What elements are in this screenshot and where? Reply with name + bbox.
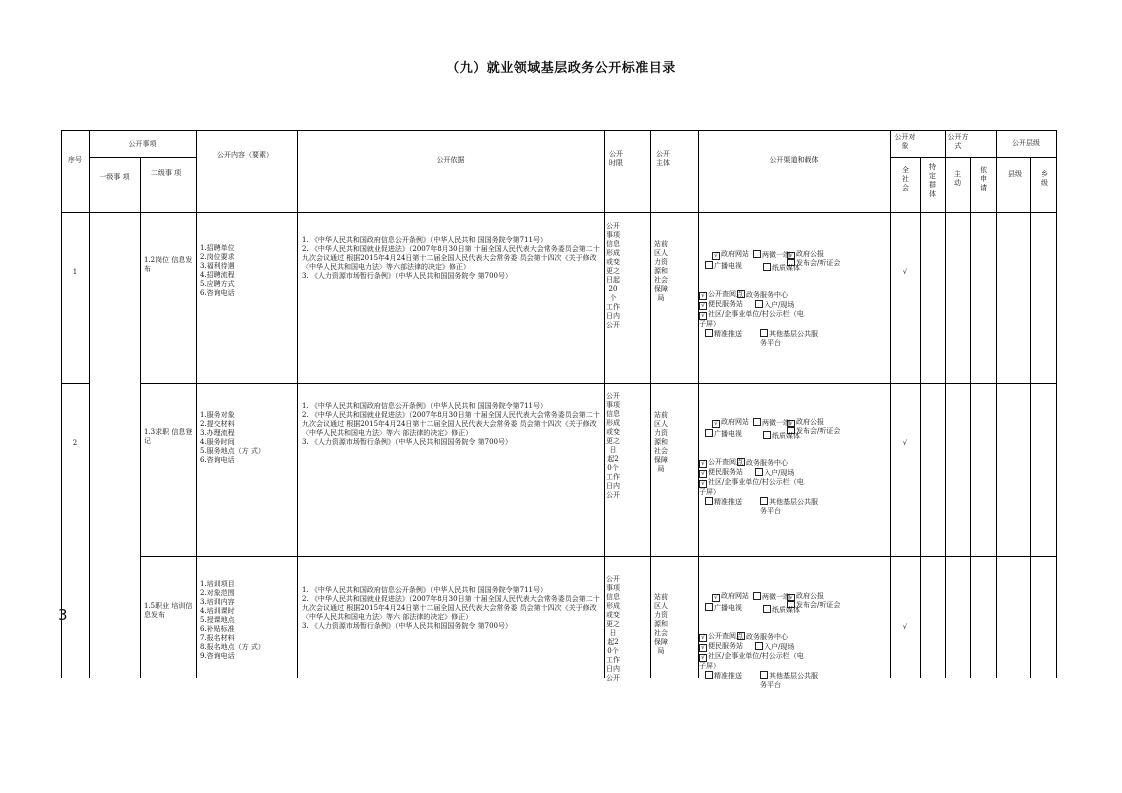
content-item: 4.培训课时 xyxy=(200,607,235,615)
channel-option-service-center xyxy=(737,458,788,468)
header-matter: 公开事项 xyxy=(128,140,157,148)
channel-option-label: 纸质媒体 xyxy=(772,432,800,440)
checkbox-icon: √ xyxy=(787,252,795,260)
channel-option-label: 社区/企事业单位/村公示栏（电子屏） xyxy=(699,310,804,328)
checkbox-icon: √ xyxy=(712,252,720,260)
channel-option-label: 入户/现场 xyxy=(764,643,795,651)
channel-option-broadcast xyxy=(705,603,742,613)
content-item: 4.招聘流程 xyxy=(200,271,235,279)
channel-option-label: 政府公报 xyxy=(796,418,824,426)
channel-option-label: 纸质媒体 xyxy=(772,264,800,272)
checkbox-icon xyxy=(760,671,768,679)
header-target-all: 全社会 xyxy=(902,166,909,192)
row-subject: 站前区人力资源和社会保障局 xyxy=(654,593,668,655)
header-target: 公开对象 xyxy=(894,133,916,150)
content-item: 4.服务时间 xyxy=(200,438,235,446)
content-item: 7.报名材料 xyxy=(200,634,235,642)
content-item: 3.培训内容 xyxy=(200,598,235,606)
channel-option-community xyxy=(699,478,809,497)
checkbox-icon xyxy=(763,431,771,439)
row-time: 公开事项信息形成或变更之日 起20个 工作日内公开 xyxy=(606,575,620,682)
channel-option-label: 精准推送 xyxy=(714,498,742,506)
channel-option-label: 便民服务站 xyxy=(708,642,743,650)
checkbox-icon xyxy=(755,642,763,650)
channel-option-label: 便民服务站 xyxy=(708,468,743,476)
header-level1: 一级事 项 xyxy=(99,173,130,181)
basis-item: 3. 《人力资源市场暂行条例》（中华人民共和国国务院令 第700号） xyxy=(302,272,512,280)
checkbox-icon xyxy=(705,497,713,505)
channel-option-door xyxy=(755,642,794,652)
channel-option-service-center xyxy=(737,290,788,300)
content-item: 1.培训项目 xyxy=(200,580,235,588)
basis-item: 3. 《人力资源市场暂行条例》（中华人民共和国国务院令 第700号） xyxy=(302,622,512,630)
checkbox-icon xyxy=(755,468,763,476)
row-seq: 2 xyxy=(72,439,78,447)
channel-option-label: 政府网站 xyxy=(721,250,749,258)
row-content xyxy=(200,244,235,298)
channel-option-label: 政务服务中心 xyxy=(746,633,788,641)
checkbox-icon xyxy=(705,603,713,611)
channel-option-service-station xyxy=(699,642,743,652)
checkbox-icon xyxy=(705,329,713,337)
checkbox-icon xyxy=(760,497,768,505)
content-item: 8.报名地点（方 式） xyxy=(200,643,265,651)
channel-option-label: 发布会/听证会 xyxy=(796,601,841,609)
channel-block xyxy=(699,418,888,518)
channel-option-service-station xyxy=(699,300,743,310)
basis-item: 3. 《人力资源市场暂行条例》（中华人民共和国国务院令 第700号） xyxy=(302,438,512,446)
channel-option-paper xyxy=(763,263,800,273)
channel-option-label: 入户/现场 xyxy=(764,469,795,477)
row-time: 公开事项信息形成或变更之日 起20个 工作日内公开 xyxy=(606,392,620,499)
channel-option-gov-site xyxy=(712,592,749,602)
basis-item: 1. 《中华人民共和国政府信息公开条例》（中华人民共和 国国务院令第711号） xyxy=(302,402,547,410)
row-subject: 站前区人力资源和社会保障局 xyxy=(654,411,668,473)
channel-option-community xyxy=(699,310,809,329)
row-content xyxy=(200,411,265,465)
header-seq: 序号 xyxy=(68,156,82,164)
check-all: √ xyxy=(902,268,908,276)
header-mode-active: 主动 xyxy=(954,170,961,187)
row-level2: 1.5职业 培训信 息发布 xyxy=(144,602,193,619)
header-level-town: 乡级 xyxy=(1041,170,1048,187)
channel-option-service-station xyxy=(699,468,743,478)
channel-option-label: 广播电视 xyxy=(714,604,742,612)
row-level2: 1.2岗位 信息发 布 xyxy=(144,256,193,273)
basis-item: 2. 《中华人民共和国就业促进法》（2007年8月30日第 十届全国人民代表大会常务委员会第二十九次会议通过 根据2015年4月24日第十二届全国人民代表大会常务委 员会第十四次《关于修改〈中华人民共和国电力法〉等六 部法律的决定》修正） xyxy=(302,411,600,437)
header-mode-apply: 依申请 xyxy=(980,166,987,192)
checkbox-icon xyxy=(753,418,761,426)
channel-option-two-micro xyxy=(753,250,790,260)
check-all: √ xyxy=(902,439,908,447)
channel-option-two-micro xyxy=(753,592,790,602)
content-item: 5.服务地点（方 式） xyxy=(200,447,265,455)
checkbox-icon xyxy=(763,263,771,271)
checkbox-icon: √ xyxy=(699,654,707,662)
header-basis: 公开依据 xyxy=(436,156,465,164)
channel-option-other-platform xyxy=(760,671,820,690)
row-basis xyxy=(302,236,600,281)
checkbox-icon: √ xyxy=(787,594,795,602)
page-title: （九）就业领域基层政务公开标准目录 xyxy=(446,61,676,76)
content-item: 5.授课地点 xyxy=(200,616,235,624)
channel-option-broadcast xyxy=(705,429,742,439)
channel-option-label: 入户/现场 xyxy=(764,301,795,309)
channel-option-other-platform xyxy=(760,497,820,516)
channel-option-two-micro xyxy=(753,418,790,428)
channel-option-label: 公开查阅点 xyxy=(708,290,743,298)
channel-option-paper xyxy=(763,431,800,441)
checkbox-icon: √ xyxy=(699,460,707,468)
channel-option-broadcast xyxy=(705,261,742,271)
row-basis xyxy=(302,402,600,447)
checkbox-icon: √ xyxy=(699,302,707,310)
content-item: 1.招聘单位 xyxy=(200,244,235,252)
channel-option-other-platform xyxy=(760,329,820,348)
row-level2: 1.3求职 信息登 记 xyxy=(144,428,193,445)
row-content xyxy=(200,580,265,661)
row-subject: 站前区人力资源和社会保障局 xyxy=(654,240,668,302)
checkbox-icon: √ xyxy=(699,644,707,652)
header-subject: 公开主体 xyxy=(656,150,670,167)
channel-option-label: 发布会/听证会 xyxy=(796,259,841,267)
channel-option-service-center xyxy=(737,632,788,642)
checkbox-icon: √ xyxy=(712,420,720,428)
header-level-county: 县级 xyxy=(1008,170,1022,178)
row-time: 公开事项信息形成或变更之日起20个 工作日内公开 xyxy=(606,222,620,329)
content-item: 2.对象范围 xyxy=(200,589,235,597)
channel-option-label: 广播电视 xyxy=(714,430,742,438)
channel-option-label: 政府公报 xyxy=(796,592,824,600)
header-target-specific: 特定群体 xyxy=(929,163,936,198)
channel-option-label: 便民服务站 xyxy=(708,300,743,308)
channel-option-label: 公开查阅点 xyxy=(708,458,743,466)
channel-option-label: 政府公报 xyxy=(796,250,824,258)
channel-option-label: 政府网站 xyxy=(721,592,749,600)
channel-option-label: 政府网站 xyxy=(721,418,749,426)
checkbox-icon xyxy=(705,671,713,679)
header-time: 公开时限 xyxy=(609,150,623,167)
content-item: 6.咨询电话 xyxy=(200,289,235,297)
checkbox-icon: √ xyxy=(699,312,707,320)
page-number: 3 xyxy=(58,606,68,624)
channel-option-label: 发布会/听证会 xyxy=(796,427,841,435)
content-item: 6.补贴标准 xyxy=(200,625,235,633)
channel-option-label: 广播电视 xyxy=(714,262,742,270)
checkbox-icon xyxy=(753,250,761,258)
channel-option-label: 两微一端 xyxy=(762,419,790,427)
basis-item: 2. 《中华人民共和国就业促进法》（2007年8月30日第 十届全国人民代表大会常务委员会第二十九次会议通过 根据2015年4月24日第十二届全国人民代表大会常务委 员会第十四次《关于修改〈中华人民共和国电力法〉等六 部法律的决定》修正） xyxy=(302,595,600,621)
content-item: 2.岗位要求 xyxy=(200,253,235,261)
content-item: 5.应聘方式 xyxy=(200,280,235,288)
content-item: 9.咨询电话 xyxy=(200,652,235,660)
channel-option-precise xyxy=(705,497,742,507)
checkbox-icon xyxy=(737,632,745,640)
channel-option-precise xyxy=(705,671,742,681)
channel-option-label: 社区/企事业单位/村公示栏（电子屏） xyxy=(699,652,804,670)
channel-option-precise xyxy=(705,329,742,339)
checkbox-icon xyxy=(737,290,745,298)
checkbox-icon: √ xyxy=(787,420,795,428)
channel-option-community xyxy=(699,652,809,671)
checkbox-icon: √ xyxy=(712,594,720,602)
channel-option-label: 其他基层公共服务平台 xyxy=(760,330,818,347)
header-content: 公开内容（要素） xyxy=(217,151,273,159)
channel-option-door xyxy=(755,300,794,310)
checkbox-icon xyxy=(755,300,763,308)
content-item: 2.提交材料 xyxy=(200,420,235,428)
channel-option-label: 社区/企事业单位/村公示栏（电子屏） xyxy=(699,478,804,496)
checkbox-icon xyxy=(763,605,771,613)
header-level2: 二级事 项 xyxy=(150,169,182,177)
check-all: √ xyxy=(902,623,908,631)
header-level: 公开层级 xyxy=(1012,139,1040,147)
channel-option-label: 政务服务中心 xyxy=(746,459,788,467)
basis-item: 2. 《中华人民共和国就业促进法》（2007年8月30日第 十届全国人民代表大会常务委员会第二十九次会议通过 根据2015年4月24日第十二届全国人民代表大会常务委 员会第十四次《关于修改〈中华人民共和国电力法〉等六部法律的决定》修正） xyxy=(302,245,600,271)
channel-option-label: 精准推送 xyxy=(714,672,742,680)
channel-option-label: 精准推送 xyxy=(714,330,742,338)
row-seq: 1 xyxy=(72,268,78,276)
checkbox-icon xyxy=(760,329,768,337)
checkbox-icon: √ xyxy=(699,480,707,488)
checkbox-icon xyxy=(753,592,761,600)
channel-option-label: 两微一端 xyxy=(762,593,790,601)
content-item: 3.办理流程 xyxy=(200,429,235,437)
content-item: 1.服务对象 xyxy=(200,411,235,419)
basis-item: 1. 《中华人民共和国政府信息公开条例》（中华人民共和 国国务院令第711号） xyxy=(302,586,547,594)
channel-block xyxy=(699,592,888,689)
checkbox-icon xyxy=(705,261,713,269)
channel-option-door xyxy=(755,468,794,478)
channel-option-label: 两微一端 xyxy=(762,251,790,259)
checkbox-icon: √ xyxy=(699,470,707,478)
header-channel: 公开渠道和载体 xyxy=(769,156,819,164)
row-basis xyxy=(302,586,600,631)
header-mode: 公开方式 xyxy=(947,133,969,150)
basis-item: 1. 《中华人民共和国政府信息公开条例》（中华人民共和 国国务院令第711号） xyxy=(302,236,547,244)
channel-option-label: 其他基层公共服务平台 xyxy=(760,672,818,689)
channel-option-gov-site xyxy=(712,250,749,260)
channel-option-label: 纸质媒体 xyxy=(772,606,800,614)
checkbox-icon xyxy=(737,458,745,466)
content-item: 6.咨询电话 xyxy=(200,456,235,464)
channel-option-gov-site xyxy=(712,418,749,428)
channel-option-paper xyxy=(763,605,800,615)
checkbox-icon xyxy=(705,429,713,437)
channel-block xyxy=(699,250,888,350)
channel-option-label: 公开查阅点 xyxy=(708,632,743,640)
checkbox-icon: √ xyxy=(699,292,707,300)
content-item: 3.福利待遇 xyxy=(200,262,235,270)
channel-option-label: 政务服务中心 xyxy=(746,291,788,299)
checkbox-icon: √ xyxy=(699,634,707,642)
channel-option-label: 其他基层公共服务平台 xyxy=(760,498,818,515)
